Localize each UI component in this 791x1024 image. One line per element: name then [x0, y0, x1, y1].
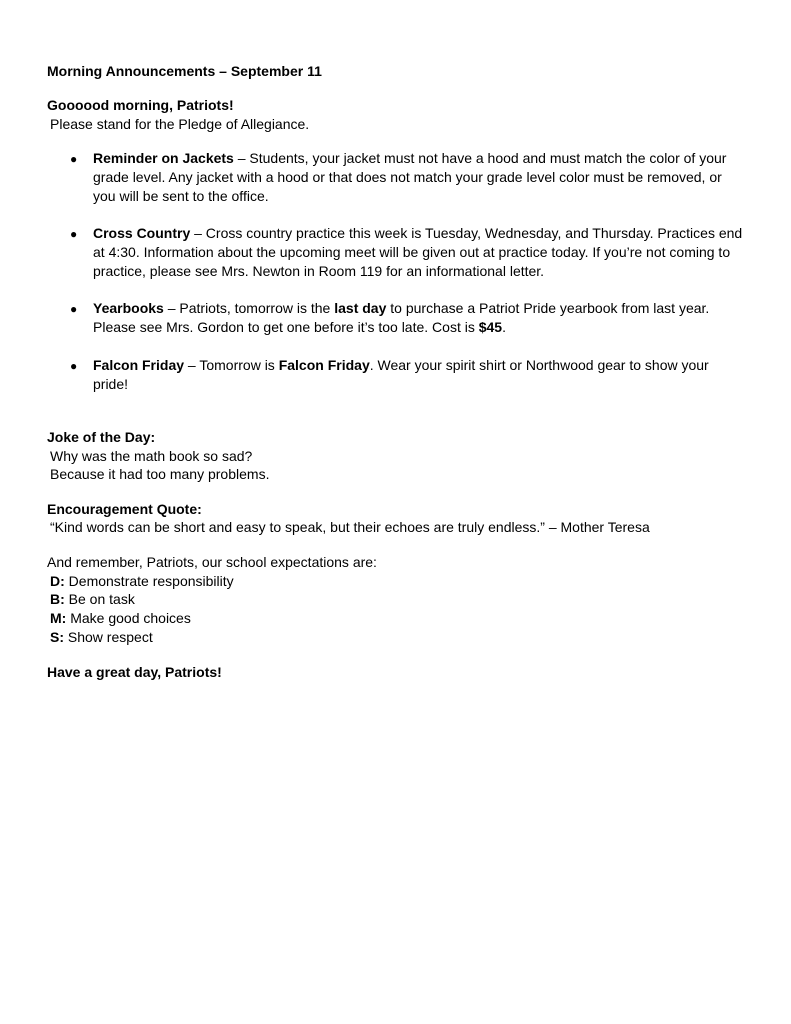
announcement-heading: Yearbooks [93, 300, 164, 316]
quote-heading: Encouragement Quote: [47, 501, 202, 517]
announcement-heading: Cross Country [93, 225, 191, 241]
announcement-text: – Patriots, tomorrow is the [163, 300, 335, 316]
bullet-icon: ● [70, 152, 78, 166]
expectation-text: Demonstrate responsibility [64, 573, 234, 589]
bullet-icon: ● [70, 359, 78, 373]
expectation-item [50, 590, 135, 608]
expectation-item [50, 628, 153, 646]
expectations-intro: And remember, Patriots, our school expectations are: [47, 554, 377, 570]
expectation-letter: B: [50, 591, 65, 607]
bullet-icon: ● [70, 302, 78, 316]
bullet-icon: ● [70, 227, 78, 241]
announcement-heading: Falcon Friday [93, 357, 185, 373]
expectation-letter: M: [50, 610, 67, 626]
announcement-jackets [93, 149, 743, 206]
announcement-heading: Reminder on Jackets [93, 150, 234, 166]
announcement-text: – Tomorrow is [184, 357, 279, 373]
expectation-item [50, 609, 191, 627]
pledge-text: Please stand for the Pledge of Allegiance. [50, 116, 310, 132]
closing-line: Have a great day, Patriots! [47, 664, 222, 680]
announcement-text: . Wear your spirit shirt or Northwood gear to show your pride! [93, 357, 709, 392]
page-title: Morning Announcements – September 11 [47, 63, 322, 79]
price-text: $45 [478, 319, 503, 335]
announcement-text: to purchase a Patriot Pride yearbook from last year. Please see Mrs. Gordon to get one before it’s too late. Cost is [93, 300, 710, 335]
announcement-cross-country [93, 224, 743, 281]
announcement-yearbooks [93, 299, 743, 337]
expectation-letter: S: [50, 629, 64, 645]
expectation-item [50, 572, 234, 590]
expectation-text: Be on task [64, 591, 135, 607]
emphasis-text: Falcon Friday [278, 357, 370, 373]
joke-heading: Joke of the Day: [47, 429, 156, 445]
greeting: Goooood morning, Patriots! [47, 97, 234, 113]
joke-answer: Because it had too many problems. [50, 466, 270, 482]
announcement-text: . [502, 319, 506, 335]
expectation-text: Make good choices [66, 610, 191, 626]
joke-question: Why was the math book so sad? [50, 448, 253, 464]
expectation-text: Show respect [64, 629, 153, 645]
announcement-text: – Students, your jacket must not have a hood and must match the color of your grade level. Any jacket with a hood or that does not match your grade level color must be removed, or you will be sent to the office. [93, 150, 727, 204]
announcement-falcon-friday [93, 356, 743, 394]
emphasis-text: last day [334, 300, 387, 316]
expectation-letter: D: [50, 573, 65, 589]
quote-text: “Kind words can be short and easy to speak, but their echoes are truly endless.” – Mother Teresa [50, 519, 650, 535]
announcement-text: – Cross country practice this week is Tuesday, Wednesday, and Thursday. Practices end at 4:30. Information about the upcoming meet will be given out at practice today. If you’re not coming to practice, please see Mrs. Newton in Room 119 for an informational letter. [93, 225, 743, 279]
